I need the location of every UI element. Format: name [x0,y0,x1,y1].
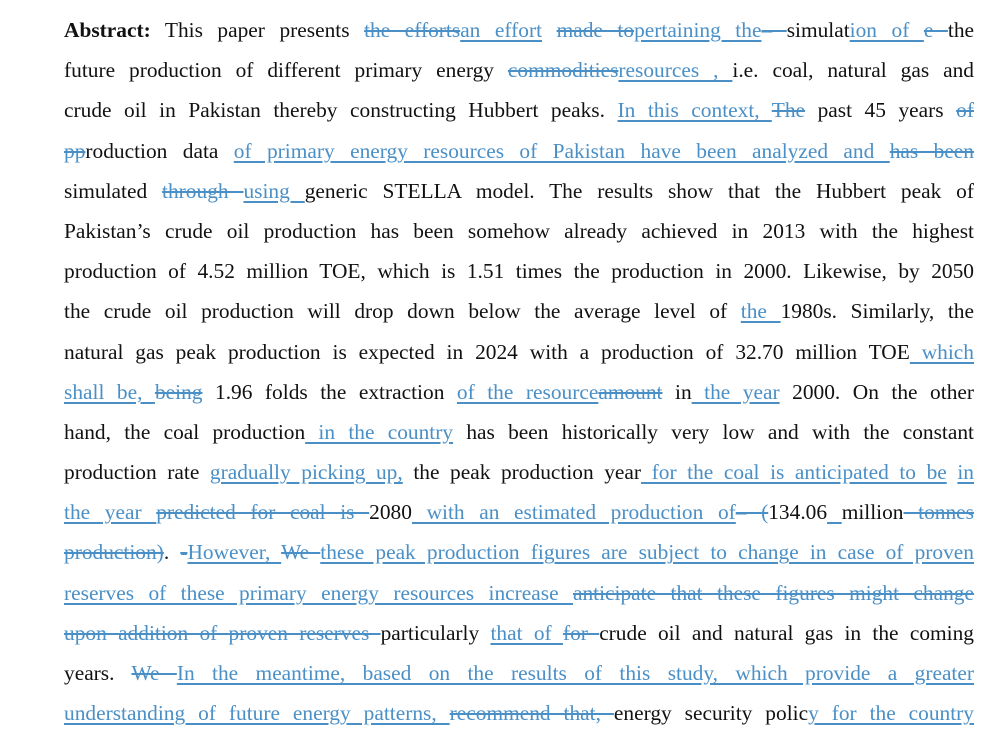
inserted-text: gradually picking up, [209,460,403,485]
inserted-text: However, [187,540,282,565]
inserted-text: ion of [849,18,924,42]
inserted-text: pertaining the [634,18,762,42]
text-line [64,211,974,251]
inserted-text: the [740,299,781,324]
deleted-text: tonnes [903,500,974,525]
inserted-text: understanding of future energy patterns, [64,701,450,726]
body-text: 2080 [369,500,412,525]
body-text: the peak production year [402,460,642,485]
deleted-text: of [956,98,974,123]
body-text: . [163,540,181,565]
text-line [64,171,974,211]
inserted-text: using [243,178,305,203]
body-text: i.e. coal, natural gas and [732,58,974,83]
inserted-text: these peak production figures are subject to change in case of proven [320,540,974,565]
deleted-text: has been [889,138,974,163]
inserted-text: the year [64,500,157,525]
deleted-text: We [281,540,321,565]
deleted-text: anticipate that these figures might change [572,580,974,605]
deleted-text: recommend that, [449,701,614,726]
deleted-text: predicted for coal is [156,500,370,525]
text-line [64,412,974,452]
inserted-text: for the coal is anticipated to be [641,460,947,485]
inserted-text: an effort [460,18,543,42]
deleted-text: The [771,98,806,123]
body-text: the crude oil production will drop down below the average level of [64,299,741,324]
deleted-text: – [735,500,762,525]
body-text: in [662,379,692,404]
body-text: roduction data [85,138,234,163]
body-text: simulated [64,178,163,203]
inserted-text: of primary energy resources of Pakistan have been analyzed and [233,138,890,163]
inserted-text [827,500,842,524]
body-text [542,18,557,42]
body-text: 134.06 [768,500,828,525]
text-line [64,251,974,291]
inserted-text: with an estimated production of [411,500,736,525]
inserted-text: reserves of these primary energy resources increase [64,580,573,605]
deleted-text: ( [761,500,769,525]
inserted-text: in the country [305,419,454,444]
body-text: 1.96 folds the extraction [202,379,457,404]
inserted-text: shall be, [64,379,155,404]
inserted-text: in [957,460,974,485]
text-line [64,50,974,90]
text-line [64,573,974,613]
text-line [64,693,974,733]
inserted-text: y for the country [808,701,974,726]
text-line [64,492,974,532]
abstract-document [64,10,974,733]
body-text: has been historically very low and with the constant [453,419,974,444]
inserted-text: the year [691,379,780,404]
body-text: production of 4.52 million TOE, which is 1.51 times the production in 2000. Likewise, by 2050 [64,259,974,284]
body-text: 1980s. Similarly, the [780,299,974,324]
text-line [64,372,974,412]
deleted-text: production) [64,540,164,565]
text-line [64,10,974,50]
inserted-text: In this context, [617,98,772,123]
deleted-text: made to [556,18,635,42]
body-text: past 45 years [805,98,957,123]
body-text: crude oil and natural gas in the coming [599,620,974,645]
body-text: million [841,500,904,525]
body-text: 2000. On the other [779,379,975,404]
inserted-text: that of [490,620,563,645]
body-text: future production of different primary energy [64,58,508,83]
deleted-text: the efforts [364,18,461,42]
text-line [64,291,974,331]
body-text: particularly [380,620,491,645]
inserted-text: In the meantime, based on the results of this study, which provide a greater [176,661,974,685]
deleted-text: commodities [507,58,619,83]
deleted-text: amount [598,379,663,404]
inserted-text: of the resource [456,379,599,404]
deleted-text: e [923,18,948,42]
text-line [64,90,974,130]
text-line [64,131,974,171]
body-text [947,460,958,484]
body-text: natural gas peak production is expected in 2024 with a production of 32.70 million TOE [64,339,910,364]
inserted-text: which [909,339,974,364]
body-text: simulat [786,18,850,42]
deleted-text: through [162,178,244,203]
deleted-text: - [180,540,188,565]
abstract-label: Abstract: [64,18,151,42]
text-line [64,332,974,372]
body-text: This paper presents [150,18,365,42]
body-text: Pakistan’s crude oil production has been somehow already achieved in 2013 with the highest [64,218,974,243]
deleted-text: pp [64,138,86,163]
inserted-text: resources , [618,58,733,83]
text-line [64,653,974,693]
text-line [64,452,974,492]
body-text: the [947,18,975,42]
body-text: energy security polic [613,701,809,726]
body-text: hand, the coal production [64,419,306,444]
body-text: crude oil in Pakistan thereby constructing Hubbert peaks. [64,98,618,123]
body-text: generic STELLA model. The results show that the Hubbert peak of [304,178,974,203]
body-text: production rate [64,460,210,485]
text-line [64,532,974,572]
deleted-text: – [761,18,787,42]
deleted-text: upon addition of proven reserves [64,620,381,645]
text-line [64,613,974,653]
deleted-text: for [562,620,600,645]
body-text: years. [64,661,132,685]
deleted-text: We [131,661,177,685]
deleted-text: being [154,379,203,404]
